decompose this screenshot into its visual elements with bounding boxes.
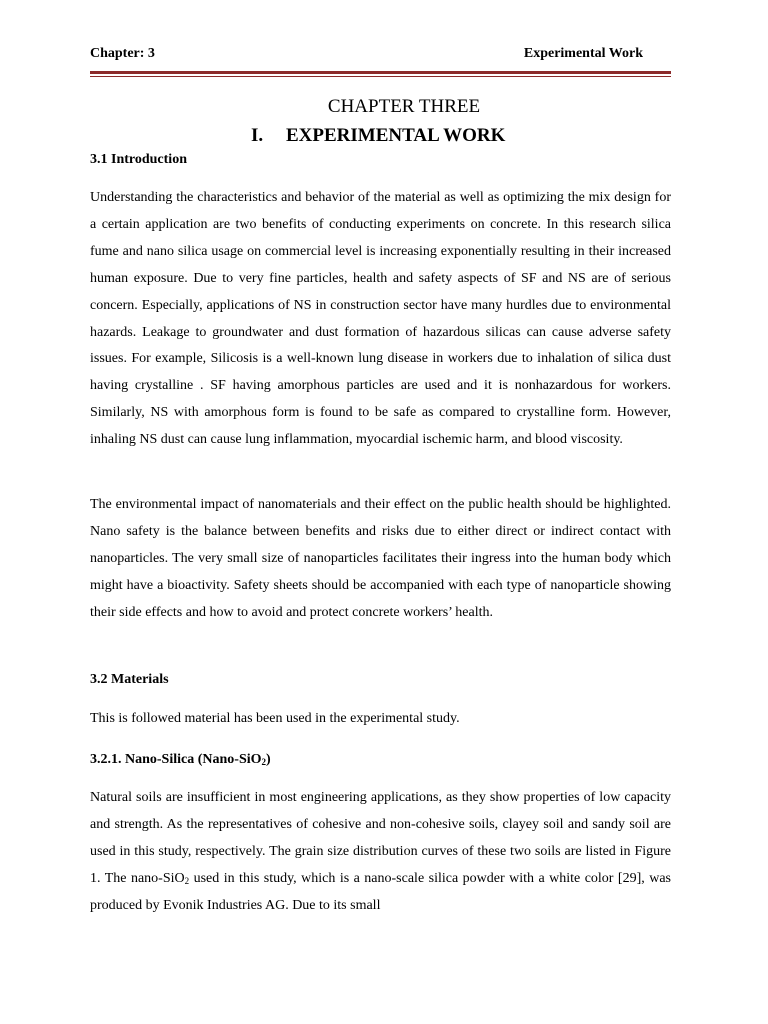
header-rule-thick: [90, 71, 671, 74]
nano-paragraph-part-2: used in this study, which is a nano-scale silica powder with a white color [29], was produced by Evonik Industries AG. Due to its small: [90, 870, 671, 913]
nano-heading-subscript: 2: [261, 757, 267, 767]
nano-heading-close: ): [266, 752, 271, 767]
paragraph-nano-silica: [90, 785, 671, 920]
header-rule-thin: [90, 76, 671, 77]
header-section-label: Experimental Work: [523, 46, 643, 61]
nano-paragraph-subscript: 2: [184, 875, 190, 886]
section-heading-introduction: 3.1 Introduction: [90, 152, 187, 167]
chapter-heading-number: I.: [251, 125, 264, 146]
paragraph-introduction-2: The environmental impact of nanomaterials and their effect on the public health should be highlighted. Nano safety is the balance between benefits and risks due to either direct or indirect contact with nanoparticles. The very small size of nanoparticles facilitates their ingress into the human body which might have a bioactivity. Safety sheets should be accompanied with each type of nanoparticle showing their side effects and how to avoid and protect concrete workers’ health.: [90, 497, 671, 620]
paragraph-introduction-1: Understanding the characteristics and behavior of the material as well as optimizing the mix design for a certain application are two benefits of conducting experiments on concrete. In this research silica fume and nano silica usage on commercial level is increasing exponentially resulting in their increased human exposure. Due to very fine particles, health and safety aspects of SF and NS are of serious concern. Especially, applications of NS in construction sector have many hurdles due to environmental hazards. Leakage to groundwater and dust formation of hazardous silicas can cause adverse safety issues. For example, Silicosis is a well-known lung disease in workers due to inhalation of silica dust having crystalline . SF having amorphous particles are used and it is nonhazardous for workers. Similarly, NS with amorphous form is found to be safe as compared to crystalline form. However, inhaling NS dust can cause lung inflammation, myocardial ischemic harm, and blood viscosity.: [90, 190, 671, 448]
nano-paragraph-part-1: Natural soils are insufficient in most engineering applications, as they show properties of low capacity and strength. As the representatives of cohesive and non-cohesive soils, clayey soil and sandy soil are used in this study, respectively. The grain size distribution curves of these two soils are listed in Figure 1. The nano-SiO: [90, 790, 671, 886]
chapter-heading-text: EXPERIMENTAL WORK: [286, 125, 506, 146]
chapter-title: CHAPTER THREE: [327, 96, 481, 117]
paragraph-materials: This is followed material has been used in the experimental study.: [90, 711, 460, 726]
header-chapter-label: Chapter: 3: [90, 46, 155, 61]
nano-heading-text: 3.2.1. Nano-Silica (Nano-SiO: [90, 752, 262, 767]
section-heading-materials: 3.2 Materials: [90, 672, 169, 687]
running-header: [90, 46, 643, 66]
section-heading-nano-silica: [90, 750, 271, 770]
